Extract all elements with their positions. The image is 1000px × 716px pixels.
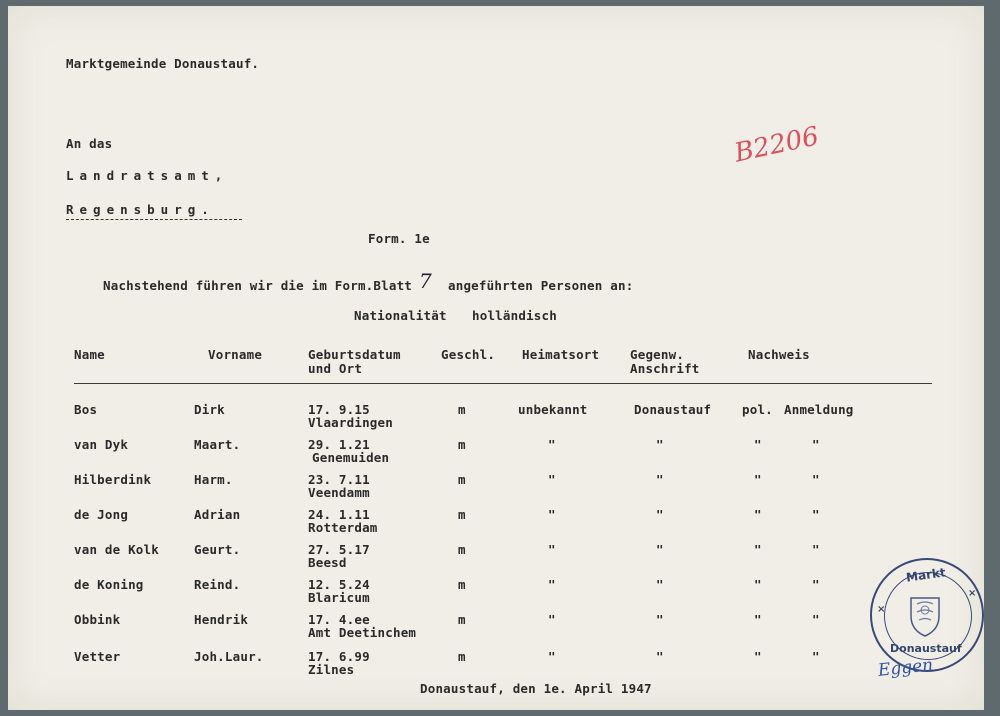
cell-name: de Koning bbox=[74, 577, 144, 592]
cell-birth-date: 17. 4.ee bbox=[308, 612, 370, 627]
header-geburtsdatum: Geburtsdatum bbox=[308, 347, 401, 362]
cell-anschrift: Donaustauf bbox=[634, 402, 712, 417]
cell-nachweis-1: " bbox=[754, 472, 762, 487]
header-name: Name bbox=[74, 347, 105, 362]
cell-gender: m bbox=[458, 402, 466, 417]
cell-nachweis-1: pol. bbox=[742, 402, 773, 417]
stamp-cross-left-icon: × bbox=[877, 604, 886, 615]
sender-line: Marktgemeinde Donaustauf. bbox=[66, 56, 260, 71]
address-to-line: An das bbox=[66, 136, 113, 151]
cell-nachweis-1: " bbox=[754, 612, 762, 627]
recipient-city: Regensburg. bbox=[66, 202, 215, 217]
cell-gender: m bbox=[458, 542, 466, 557]
header-anschrift: Anschrift bbox=[630, 361, 700, 376]
cell-birth-date: 17. 6.99 bbox=[308, 649, 370, 664]
cell-gender: m bbox=[458, 612, 466, 627]
cell-vorname: Hendrik bbox=[194, 612, 249, 627]
cell-nachweis-2: " bbox=[812, 542, 820, 557]
stamp-bottom-text: Donaustauf bbox=[890, 642, 962, 655]
cell-nachweis-2: " bbox=[812, 577, 820, 592]
cell-nachweis-1: " bbox=[754, 507, 762, 522]
cell-heimatort: unbekannt bbox=[518, 402, 588, 417]
recipient-underline bbox=[66, 219, 242, 220]
cell-name: Vetter bbox=[74, 649, 121, 664]
cell-birth-place: Vlaardingen bbox=[308, 415, 393, 430]
cell-nachweis-1: " bbox=[754, 649, 762, 664]
cell-heimatort: " bbox=[548, 542, 556, 557]
intro-handwritten-number: 7 bbox=[419, 269, 432, 293]
cell-nachweis-1: " bbox=[754, 437, 762, 452]
stamp-cross-right-icon: × bbox=[968, 588, 977, 599]
cell-name: van Dyk bbox=[74, 437, 129, 452]
cell-name: Bos bbox=[74, 402, 98, 417]
cell-heimatort: " bbox=[548, 437, 556, 452]
intro-text-before: Nachstehend führen wir die im Form.Blatt bbox=[103, 278, 413, 293]
cell-nachweis-2: " bbox=[812, 612, 820, 627]
header-gegenwaertig: Gegenw. bbox=[630, 347, 685, 362]
intro-text-after: angeführten Personen an: bbox=[448, 278, 634, 293]
document-page bbox=[8, 6, 984, 710]
cell-vorname: Maart. bbox=[194, 437, 241, 452]
cell-gender: m bbox=[458, 437, 466, 452]
cell-vorname: Reind. bbox=[194, 577, 241, 592]
nationality-value: holländisch bbox=[472, 308, 557, 323]
red-pencil-note: B2206 bbox=[731, 121, 822, 169]
cell-nachweis-2: " bbox=[812, 507, 820, 522]
cell-birth-place: Genemuiden bbox=[312, 450, 390, 465]
form-reference: Form. 1e bbox=[368, 231, 430, 246]
cell-name: Obbink bbox=[74, 612, 121, 627]
cell-nachweis-1: " bbox=[754, 577, 762, 592]
cell-heimatort: " bbox=[548, 472, 556, 487]
cell-heimatort: " bbox=[548, 507, 556, 522]
cell-nachweis-2: Anmeldung bbox=[784, 402, 854, 417]
recipient-office: Landratsamt, bbox=[66, 168, 229, 183]
coat-of-arms-icon bbox=[901, 590, 949, 638]
header-nachweis: Nachweis bbox=[748, 347, 810, 362]
cell-anschrift: " bbox=[656, 472, 664, 487]
cell-vorname: Geurt. bbox=[194, 542, 241, 557]
cell-vorname: Harm. bbox=[194, 472, 233, 487]
cell-birth-date: 27. 5.17 bbox=[308, 542, 370, 557]
table-header-rule bbox=[74, 383, 932, 384]
cell-anschrift: " bbox=[656, 542, 664, 557]
cell-anschrift: " bbox=[656, 577, 664, 592]
cell-vorname: Dirk bbox=[194, 402, 225, 417]
cell-birth-date: 29. 1.21 bbox=[308, 437, 370, 452]
cell-name: Hilberdink bbox=[74, 472, 152, 487]
cell-birth-place: Amt Deetinchem bbox=[308, 625, 417, 640]
signature: Eggen bbox=[877, 655, 935, 681]
footer-date-line: Donaustauf, den 1e. April 1947 bbox=[420, 681, 652, 696]
cell-vorname: Joh.Laur. bbox=[194, 649, 264, 664]
cell-anschrift: " bbox=[656, 507, 664, 522]
cell-gender: m bbox=[458, 577, 466, 592]
cell-nachweis-2: " bbox=[812, 649, 820, 664]
cell-birth-place: Beesd bbox=[308, 555, 347, 570]
header-geschlecht: Geschl. bbox=[441, 347, 496, 362]
cell-heimatort: " bbox=[548, 577, 556, 592]
cell-birth-place: Veendamm bbox=[308, 485, 370, 500]
cell-birth-date: 23. 7.11 bbox=[308, 472, 370, 487]
cell-gender: m bbox=[458, 472, 466, 487]
cell-birth-date: 24. 1.11 bbox=[308, 507, 370, 522]
cell-birth-date: 12. 5.24 bbox=[308, 577, 370, 592]
cell-birth-place: Blaricum bbox=[308, 590, 370, 605]
cell-nachweis-2: " bbox=[812, 472, 820, 487]
cell-nachweis-1: " bbox=[754, 542, 762, 557]
cell-vorname: Adrian bbox=[194, 507, 241, 522]
cell-heimatort: " bbox=[548, 612, 556, 627]
header-und-ort: und Ort bbox=[308, 361, 363, 376]
cell-birth-place: Rotterdam bbox=[308, 520, 378, 535]
cell-birth-place: Zilnes bbox=[308, 662, 355, 677]
cell-birth-date: 17. 9.15 bbox=[308, 402, 370, 417]
cell-heimatort: " bbox=[548, 649, 556, 664]
cell-nachweis-2: " bbox=[812, 437, 820, 452]
header-vorname: Vorname bbox=[208, 347, 263, 362]
cell-anschrift: " bbox=[656, 649, 664, 664]
cell-name: van de Kolk bbox=[74, 542, 159, 557]
cell-gender: m bbox=[458, 649, 466, 664]
cell-gender: m bbox=[458, 507, 466, 522]
cell-name: de Jong bbox=[74, 507, 129, 522]
header-heimatort: Heimatsort bbox=[522, 347, 600, 362]
nationality-label: Nationalität bbox=[354, 308, 447, 323]
cell-anschrift: " bbox=[656, 612, 664, 627]
cell-anschrift: " bbox=[656, 437, 664, 452]
stamp-top-text: Markt bbox=[905, 565, 947, 585]
